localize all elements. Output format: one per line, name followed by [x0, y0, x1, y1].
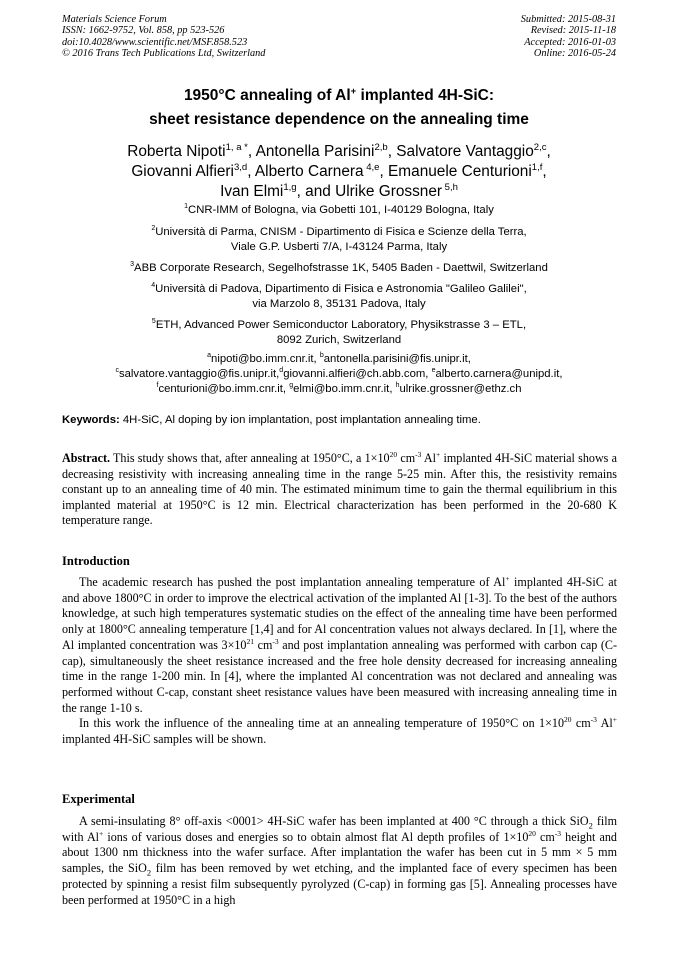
email-list	[0, 352, 678, 397]
affiliation-text: 8092 Zurich, Switzerland	[276, 334, 402, 346]
body-sub: 2	[588, 820, 593, 831]
journal-issn: ISSN: 1662-9752, Vol. 858, pp 523-526	[62, 25, 225, 37]
author-line	[0, 162, 678, 182]
abstract-sup: 20	[389, 449, 398, 459]
email-address: nipoti@bo.imm.cnr.it,	[211, 353, 320, 365]
journal-header	[62, 14, 616, 59]
date-revised: Revised: 2015-11-18	[530, 25, 616, 37]
email-line	[0, 382, 678, 397]
affiliation-number: 4	[151, 282, 156, 290]
email-sup: d	[279, 367, 284, 375]
author-affil-sup: 2,b	[374, 141, 388, 153]
header-right	[521, 14, 616, 59]
email-address: elmi@bo.imm.cnr.it,	[293, 383, 396, 395]
email-line	[0, 367, 678, 382]
author-affil-sup: 5,h	[442, 181, 458, 193]
body-sup: +	[99, 828, 104, 838]
author-affil-sup: 2,c	[533, 141, 547, 153]
author-name: Giovanni Alfieri	[131, 163, 234, 180]
email-sup: b	[319, 352, 324, 360]
author-sep: , and	[296, 183, 336, 200]
abstract-text: implanted 4H-SiC material shows a decreasing resistivity with increasing annealing time in the range 5-25 min. After this, the resistivity remains constant up to an annealing time of 40 min. The estimated minimum time to gain the thermal equilibrium in this implanted material at 1950°C is 12 min. Electrical characterization has been performed in the 20-680 K temperature range.	[62, 451, 617, 527]
body-sub: 2	[146, 867, 152, 878]
email-sup: g	[289, 382, 294, 390]
abstract-label: Abstract.	[62, 451, 111, 465]
abstract-text: cm	[397, 451, 416, 465]
author-name: Alberto Carnera	[254, 163, 364, 180]
author-sep: ,	[546, 143, 551, 160]
affiliation-5	[0, 318, 678, 348]
affiliation-2	[0, 225, 678, 255]
author-name: Salvatore Vantaggio	[396, 143, 534, 160]
email-sup: a	[207, 352, 212, 360]
author-affil-sup: 4,e	[363, 161, 380, 173]
email-address: centurioni@bo.imm.cnr.it,	[158, 383, 290, 395]
email-address: giovanni.alfieri@ch.abb.com,	[283, 368, 432, 380]
author-name: Ivan Elmi	[220, 183, 284, 200]
affiliation-line	[0, 282, 678, 297]
body-sup: -3	[590, 715, 597, 725]
keywords	[62, 413, 622, 428]
body-sup: 21	[246, 636, 254, 646]
introduction-paragraph	[62, 575, 617, 716]
email-sup: h	[395, 382, 400, 390]
title-line-2: sheet resistance dependence on the annealing time	[149, 111, 529, 128]
author-affil-sup: 1, a *	[225, 141, 248, 153]
title-sup: +	[350, 85, 357, 97]
body-text: A semi-insulating 8° off-axis <0001> 4H-SiC wafer has been implanted at 400 °C through a thick SiO	[79, 814, 589, 828]
author-sep: ,	[247, 163, 255, 180]
body-text: implanted 4H-SiC at and above 1800°C in order to improve the electrical activation of the implanted Al [1-3]. To the best of the authors knowledge, at such high temperatures systematic studies on the effect of the annealing time have been performed only at 1800°C annealing temperature [1,4] and for Al concentration values not always declared. In [1], where the Al implanted concentration was 3×10	[62, 575, 618, 652]
affiliation-number: 3	[130, 261, 135, 269]
journal-doi: doi:10.4028/www.scientific.net/MSF.858.523	[62, 36, 248, 48]
affiliation-text: via Marzolo 8, 35131 Padova, Italy	[252, 298, 426, 310]
abstract-sup: -3	[415, 449, 422, 459]
author-name: Roberta Nipoti	[127, 143, 226, 160]
affiliation-number: 2	[151, 225, 156, 233]
email-address: ulrike.grossner@ethz.ch	[399, 383, 522, 395]
body-sup: 20	[564, 715, 572, 725]
affiliation-number: 5	[151, 318, 156, 326]
affiliation-3	[0, 261, 678, 276]
affiliation-line	[0, 318, 678, 333]
author-sep: ,	[247, 143, 256, 160]
email-sup: c	[115, 367, 119, 375]
body-text: implanted 4H-SiC samples will be shown.	[62, 732, 267, 747]
title-line-1	[0, 84, 678, 108]
journal-copyright: © 2016 Trans Tech Publications Ltd, Switzerland	[62, 47, 266, 59]
affiliation-number: 1	[184, 203, 189, 211]
body-text: cm	[571, 716, 591, 731]
body-text: film with Al	[62, 814, 617, 844]
email-address: antonella.parisini@fis.unipr.it,	[323, 353, 471, 365]
experimental-body	[62, 814, 617, 908]
email-sup: e	[431, 367, 436, 375]
paper-title	[0, 84, 678, 132]
introduction-body	[62, 575, 617, 748]
body-text: and post implantation annealing was performed with carbon cap (C-cap), simultaneously the sheet resistance increased and the free hole density decreased for increasing annealing time in the range 1-200 min. In [4], where the implanted Al concentration was not declared and annealing was performed without C-cap, constant sheet resistance values have been measured with increasing annealing time in the range 1-10 s.	[62, 637, 617, 715]
body-sup: +	[505, 573, 510, 583]
affiliation-text: Università di Parma, CNISM - Dipartimento di Fisica e Scienze della Terra,	[155, 226, 527, 238]
body-sup: 20	[528, 828, 536, 838]
author-affil-sup: 1,g	[283, 181, 297, 193]
introduction-heading: Introduction	[62, 554, 130, 568]
body-text: film has been removed by wet etching, and the implanted face of every specimen has been protected by spinning a resist film subsequently pyrolyzed (C-cap) in forming gas [5]. Annealing processes have been performed at 1950°C in a high	[62, 861, 617, 907]
author-sep: ,	[387, 143, 397, 160]
abstract-sup: +	[436, 449, 441, 459]
email-line	[0, 352, 678, 367]
author-name: Ulrike Grossner	[335, 183, 443, 200]
body-text: Al	[596, 716, 613, 731]
author-affil-sup: 3,d	[233, 161, 248, 173]
author-list	[0, 142, 678, 202]
body-text: ions of various doses and energies so to obtain almost flat Al depth profiles of 1×10	[103, 829, 529, 844]
affiliation-text: Viale G.P. Usberti 7/A, I-43124 Parma, Italy	[230, 241, 448, 253]
date-online: Online: 2016-05-24	[533, 47, 616, 59]
keywords-text: 4H-SiC, Al doping by ion implantation, post implantation annealing time.	[119, 414, 481, 426]
author-name: Antonella Parisini	[255, 143, 375, 160]
date-accepted: Accepted: 2016-01-03	[524, 36, 616, 48]
title-text: 1950°C annealing of Al	[183, 87, 351, 104]
email-sup: f	[156, 382, 159, 390]
abstract-text: Al	[421, 451, 437, 465]
affiliation-4	[0, 282, 678, 312]
affiliation-line	[0, 203, 678, 218]
affiliation-line	[0, 225, 678, 240]
body-sup: -3	[554, 828, 562, 838]
body-text: cm	[253, 637, 273, 652]
keywords-label: Keywords:	[62, 414, 120, 426]
author-sep: ,	[542, 163, 547, 180]
author-affil-sup: 1,f	[531, 161, 543, 173]
header-left	[62, 14, 265, 59]
email-address: salvatore.vantaggio@fis.unipr.it,	[118, 368, 280, 380]
body-sup: -3	[272, 636, 279, 646]
body-text: cm	[535, 829, 555, 844]
body-text: The academic research has pushed the post implantation annealing temperature of Al	[79, 575, 506, 589]
abstract-text: This study shows that, after annealing at 1950°C, a 1×10	[110, 451, 390, 465]
affiliation-text: CNR-IMM of Bologna, via Gobetti 101, I-40129 Bologna, Italy	[188, 204, 494, 216]
author-sep: ,	[379, 163, 389, 180]
affiliation-text: ETH, Advanced Power Semiconductor Laboratory, Physikstrasse 3 – ETL,	[155, 319, 527, 331]
affiliation-text: Università di Padova, Dipartimento di Fisica e Astronomia "Galileo Galilei",	[155, 283, 527, 295]
affiliation-text: ABB Corporate Research, Segelhofstrasse 1K, 5405 Baden - Daettwil, Switzerland	[134, 262, 548, 274]
email-address: alberto.carnera@unipd.it,	[435, 368, 563, 380]
body-sup: +	[612, 715, 617, 725]
author-line	[0, 142, 678, 162]
experimental-paragraph	[62, 814, 617, 908]
experimental-heading: Experimental	[62, 792, 135, 806]
title-text: implanted 4H-SiC:	[356, 87, 495, 104]
abstract	[62, 451, 617, 529]
author-line	[0, 182, 678, 202]
affiliation-line	[0, 261, 678, 276]
date-submitted: Submitted: 2015-08-31	[520, 14, 616, 25]
affiliation-1	[0, 203, 678, 218]
introduction-paragraph	[62, 716, 617, 747]
body-text: In this work the influence of the annealing time at an annealing temperature of 1950°C on 1×10	[79, 716, 564, 731]
body-text: height and about 1300 nm thickness into the wafer surface. After implantation the wafer has been cut in 5 mm × 5 mm samples, the SiO	[62, 829, 617, 876]
journal-name: Materials Science Forum	[62, 14, 167, 25]
author-name: Emanuele Centurioni	[388, 163, 532, 180]
